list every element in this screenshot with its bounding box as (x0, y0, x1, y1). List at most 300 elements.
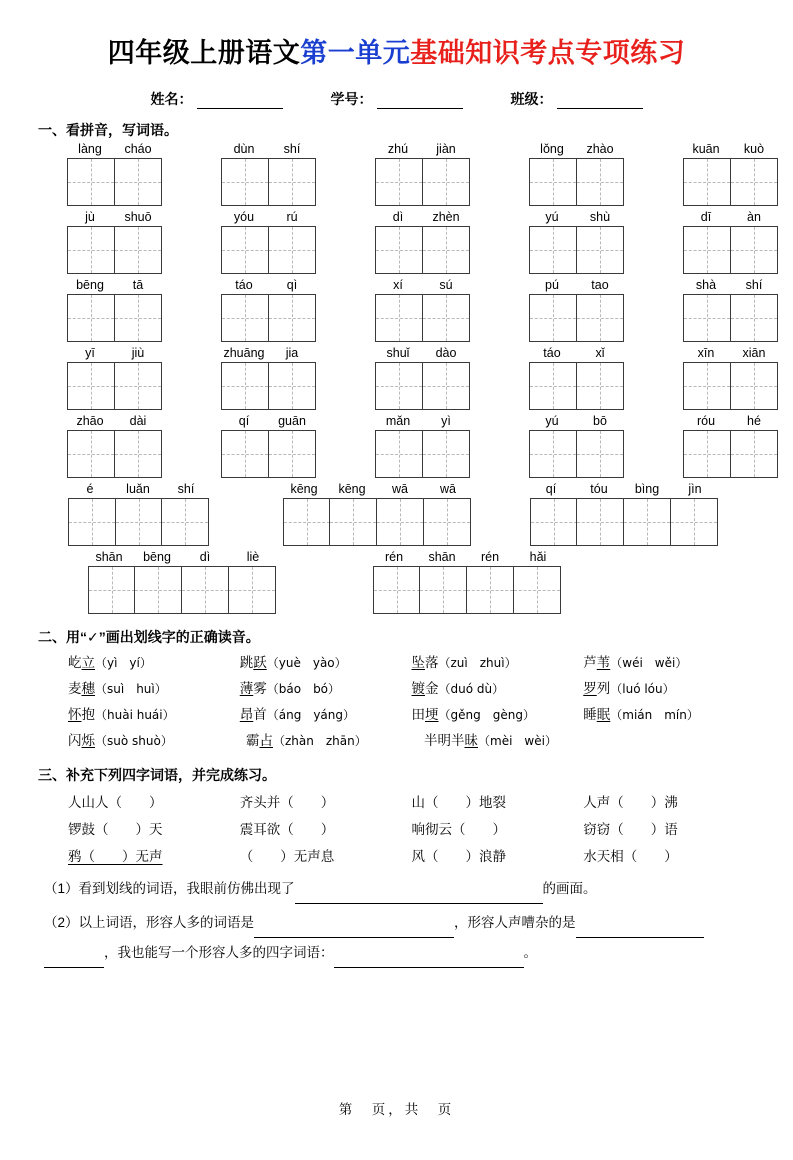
character-writing-box[interactable] (268, 158, 316, 206)
pinyin-syllable: jù (85, 210, 95, 225)
character-box-group (220, 294, 316, 342)
pinyin-word-item (374, 141, 470, 206)
choice-pinyin-options[interactable]: （duó dù） (438, 682, 505, 697)
pinyin-syllable-row (66, 549, 296, 565)
character-writing-box[interactable] (375, 158, 423, 206)
character-writing-box[interactable] (221, 294, 269, 342)
character-writing-box[interactable] (530, 498, 578, 546)
choice-word-prefix: 半明半 (424, 733, 465, 749)
choice-word (583, 655, 610, 670)
character-writing-box[interactable] (683, 226, 731, 274)
character-writing-box[interactable] (67, 362, 115, 410)
choice-word (240, 707, 267, 722)
character-writing-box[interactable] (268, 294, 316, 342)
pinyin-syllable: dào (435, 346, 457, 361)
class-label: 班级： (510, 91, 553, 108)
character-writing-box[interactable] (683, 158, 731, 206)
idiom-item[interactable]: 人声（ ）沸 (583, 794, 678, 810)
pinyin-word-item (280, 481, 472, 546)
pinyin-syllable: dài (129, 414, 147, 429)
character-writing-box[interactable] (730, 430, 778, 478)
choice-word (412, 681, 439, 696)
idiom-item[interactable]: 震耳欲（ ） (239, 821, 335, 837)
character-writing-box[interactable] (422, 294, 470, 342)
q1-answer-blank[interactable] (295, 888, 543, 904)
choice-word (246, 733, 273, 748)
pinyin-syllable: àn (747, 210, 761, 225)
character-writing-box[interactable] (161, 498, 209, 546)
choice-pinyin-options[interactable]: （báo bó） (266, 682, 341, 697)
pinyin-word-item (528, 209, 624, 274)
pinyin-syllable: shí (283, 142, 301, 157)
pinyin-word-item (66, 413, 162, 478)
character-writing-box[interactable] (730, 158, 778, 206)
choice-word-target-character: 烁 (81, 733, 95, 749)
pinyin-syllable-row (220, 209, 316, 225)
pinyin-syllable-row (220, 277, 316, 293)
pinyin-syllable: kuān (692, 142, 720, 157)
choice-word-target-character: 穗 (81, 681, 95, 697)
pinyin-syllable: wā (440, 482, 456, 497)
character-writing-box[interactable] (376, 498, 424, 546)
character-writing-box[interactable] (422, 430, 470, 478)
choice-word-prefix: 霸 (246, 733, 260, 749)
character-writing-box[interactable] (221, 362, 269, 410)
character-writing-box[interactable] (67, 430, 115, 478)
choice-pinyin-options[interactable]: （wéi wěi） (610, 656, 688, 671)
character-writing-box[interactable] (419, 566, 467, 614)
pinyin-choice-item[interactable] (246, 728, 424, 754)
choice-word (68, 655, 95, 670)
idiom-item[interactable]: 山（ ）地裂 (411, 794, 506, 810)
choice-word-suffix: 列 (596, 681, 611, 697)
pinyin-choice-item[interactable] (240, 676, 412, 702)
choice-word (240, 681, 267, 696)
pinyin-choice-item[interactable] (68, 676, 240, 702)
pinyin-syllable: tóu (590, 482, 608, 497)
character-writing-box[interactable] (221, 226, 269, 274)
pinyin-syllable-row (66, 141, 162, 157)
character-box-group (66, 294, 162, 342)
q2-middle-text: ，形容人声嘈杂的是 (454, 914, 576, 930)
pinyin-syllable-row (682, 345, 778, 361)
choice-word (424, 733, 478, 748)
q1-suffix-text: 的画面。 (542, 880, 597, 896)
choice-pinyin-options[interactable]: （yì yí） (95, 656, 152, 671)
choice-word-target-character: 昧 (464, 733, 478, 749)
choice-pinyin-options[interactable]: （yuè yào） (266, 656, 347, 671)
character-writing-box[interactable] (228, 566, 276, 614)
character-writing-box[interactable] (683, 362, 731, 410)
choice-word-target-character: 坠 (411, 655, 425, 671)
pinyin-syllable-row (351, 549, 581, 565)
pinyin-syllable: táo (235, 278, 253, 293)
pinyin-syllable-row (374, 277, 470, 293)
character-box-group (66, 566, 296, 614)
choice-word-suffix: 雾 (253, 681, 267, 697)
choice-pinyin-options[interactable]: （zuì zhuì） (438, 656, 517, 671)
pinyin-word-item (66, 549, 296, 614)
pinyin-syllable: yú (545, 210, 559, 225)
pinyin-syllable: zhuāng (223, 346, 265, 361)
pinyin-choice-item[interactable] (412, 650, 584, 676)
pinyin-syllable-row (220, 141, 316, 157)
pinyin-choice-item[interactable] (583, 702, 755, 728)
character-writing-box[interactable] (730, 294, 778, 342)
q2-answer-blank-2-cont[interactable] (44, 952, 104, 968)
character-writing-box[interactable] (221, 430, 269, 478)
pinyin-syllable: guān (278, 414, 306, 429)
character-writing-box[interactable] (576, 362, 624, 410)
pinyin-choice-item[interactable] (68, 702, 240, 728)
pinyin-syllable: tā (132, 278, 144, 293)
pinyin-syllable: zhāo (76, 414, 104, 429)
choice-pinyin-options[interactable]: （zhàn zhān） (273, 734, 367, 749)
idiom-item[interactable]: 窃窃（ ）语 (583, 821, 678, 837)
idiom-row (68, 789, 755, 816)
pinyin-syllable: yī (85, 346, 95, 361)
pinyin-word-item (220, 141, 316, 206)
character-writing-box[interactable] (283, 498, 331, 546)
character-box-group (66, 362, 162, 410)
choice-word-target-character: 苇 (596, 655, 611, 671)
choice-pinyin-options[interactable]: （mèi wèi） (478, 734, 557, 749)
pinyin-choice-item[interactable] (68, 650, 240, 676)
pinyin-syllable: dì (199, 550, 211, 565)
title-part-topic: 基础知识考点专项练习 (410, 38, 686, 68)
character-writing-box[interactable] (115, 498, 163, 546)
character-box-group (220, 362, 316, 410)
pinyin-syllable-row (528, 345, 624, 361)
section-1-heading: 一、看拼音，写词语。 (38, 122, 178, 139)
choice-word-suffix: 金 (425, 681, 439, 697)
pinyin-syllable: zhèn (432, 210, 460, 225)
character-writing-box[interactable] (67, 158, 115, 206)
pinyin-syllable-row (528, 209, 624, 225)
section-3-heading: 三、补充下列四字词语，并完成练习。 (38, 767, 276, 784)
pinyin-syllable: dùn (233, 142, 255, 157)
choice-pinyin-options[interactable]: （suò shuò） (95, 734, 173, 749)
choice-word-prefix: 闪 (68, 733, 82, 749)
pinyin-syllable: shān (428, 550, 456, 565)
choice-pinyin-options[interactable]: （gěng gèng） (438, 708, 535, 723)
choice-word-target-character: 昂 (239, 707, 254, 723)
character-writing-box[interactable] (221, 158, 269, 206)
character-box-group (374, 158, 470, 206)
pinyin-choice-row (68, 650, 755, 676)
pinyin-word-item (682, 141, 778, 206)
choice-pinyin-options[interactable]: （suì huì） (95, 682, 167, 697)
character-box-group (280, 498, 472, 546)
pinyin-syllable: bēng (76, 278, 104, 293)
pinyin-syllable: shān (95, 550, 123, 565)
pinyin-syllable: é (86, 482, 94, 497)
pinyin-word-item (374, 413, 470, 478)
choice-pinyin-options[interactable]: （mián mín） (610, 708, 699, 723)
name-input-blank[interactable] (197, 94, 283, 109)
pinyin-syllable-row (66, 345, 162, 361)
idiom-item[interactable]: 水天相（ ） (583, 848, 678, 864)
pinyin-word-item (528, 277, 624, 342)
character-writing-box[interactable] (529, 362, 577, 410)
pinyin-syllable: kēng (338, 482, 366, 497)
name-field-group (151, 89, 283, 109)
choice-word (68, 681, 95, 696)
q2-prompt-text: （2）以上词语，形容人多的词语是 (44, 914, 255, 930)
character-writing-box[interactable] (134, 566, 182, 614)
section-1-pinyin-grid (66, 141, 766, 616)
character-writing-box[interactable] (268, 226, 316, 274)
q2-answer-blank-2[interactable] (576, 922, 704, 938)
character-box-group (351, 566, 581, 614)
pinyin-grid-row (66, 141, 765, 208)
page-title (38, 38, 755, 69)
class-input-blank[interactable] (557, 94, 643, 109)
choice-pinyin-options[interactable]: （luó lóu） (610, 682, 675, 697)
choice-word-target-character: 立 (81, 655, 95, 671)
character-writing-box[interactable] (576, 294, 624, 342)
choice-word (412, 707, 439, 722)
character-writing-box[interactable] (181, 566, 229, 614)
pinyin-syllable: shù (589, 210, 611, 225)
pinyin-syllable: rén (384, 550, 404, 565)
pinyin-syllable: jia (285, 346, 299, 361)
character-writing-box[interactable] (670, 498, 718, 546)
pinyin-syllable: bēng (143, 550, 171, 565)
choice-word-target-character: 镀 (411, 681, 425, 697)
choice-word-prefix: 屹 (68, 655, 82, 671)
pinyin-syllable: qì (286, 278, 298, 293)
pinyin-syllable-row (66, 481, 210, 497)
pinyin-syllable-row (527, 481, 719, 497)
q2-answer-blank-3[interactable] (334, 952, 524, 968)
pinyin-word-item (682, 345, 778, 410)
pinyin-choice-item[interactable] (240, 650, 412, 676)
character-writing-box[interactable] (114, 158, 162, 206)
idiom-item[interactable]: （ ）无声息 (239, 848, 335, 864)
character-writing-box[interactable] (576, 498, 624, 546)
q2-tail-prompt-text: ，我也能写一个形容人多的四字词语： (104, 944, 334, 960)
character-writing-box[interactable] (529, 430, 577, 478)
pinyin-syllable: dī (700, 210, 712, 225)
pinyin-grid-row (66, 345, 766, 412)
character-box-group (528, 294, 624, 342)
pinyin-word-item (682, 413, 778, 478)
character-writing-box[interactable] (373, 566, 421, 614)
pinyin-syllable-row (682, 413, 778, 429)
student-id-input-blank[interactable] (377, 94, 463, 109)
pinyin-syllable: xiān (742, 346, 766, 361)
character-box-group (528, 430, 624, 478)
pinyin-word-item (527, 481, 719, 546)
pinyin-word-item (66, 141, 162, 206)
character-box-group (374, 226, 470, 274)
choice-word-suffix: 落 (425, 655, 439, 671)
character-box-group (66, 430, 162, 478)
pinyin-grid-row (66, 481, 755, 548)
choice-word-target-character: 埂 (425, 707, 439, 723)
pinyin-choice-item[interactable] (68, 728, 246, 754)
pinyin-word-item (66, 481, 210, 546)
student-info-row (38, 89, 755, 109)
pinyin-syllable: shí (177, 482, 195, 497)
choice-word-target-character: 怀 (68, 707, 82, 723)
pinyin-grid-row (66, 277, 763, 344)
character-writing-box[interactable] (67, 226, 115, 274)
character-box-group (66, 498, 210, 546)
pinyin-word-item (528, 345, 624, 410)
choice-pinyin-options[interactable]: （áng yáng） (266, 708, 356, 723)
character-writing-box[interactable] (730, 362, 778, 410)
character-writing-box[interactable] (268, 430, 316, 478)
pinyin-syllable: làng (78, 142, 102, 157)
pinyin-syllable: shà (695, 278, 717, 293)
pinyin-syllable: liè (246, 550, 260, 565)
character-writing-box[interactable] (683, 430, 731, 478)
pinyin-syllable: xǐ (595, 346, 605, 361)
choice-word-target-character: 薄 (239, 681, 254, 697)
character-box-group (528, 362, 624, 410)
character-writing-box[interactable] (576, 158, 624, 206)
idiom-item[interactable]: 响彻云（ ） (411, 821, 506, 837)
character-writing-box[interactable] (375, 226, 423, 274)
page-footer: 第 页，共 页 (338, 1102, 455, 1117)
pinyin-syllable: bìng (634, 482, 660, 497)
pinyin-choice-item[interactable] (583, 650, 755, 676)
pinyin-word-item (682, 277, 778, 342)
pinyin-syllable-row (682, 209, 778, 225)
pinyin-syllable: kuò (743, 142, 765, 157)
character-writing-box[interactable] (466, 566, 514, 614)
pinyin-syllable: rú (286, 210, 298, 225)
name-label: 姓名： (150, 91, 193, 108)
pinyin-syllable: sú (439, 278, 453, 293)
idiom-item[interactable]: 锣鼓（ ）天 (68, 821, 163, 837)
choice-word (412, 655, 439, 670)
character-writing-box[interactable] (623, 498, 671, 546)
pinyin-syllable: qí (545, 482, 557, 497)
pinyin-syllable: tao (591, 278, 609, 293)
pinyin-choice-item[interactable] (424, 728, 624, 754)
pinyin-syllable: cháo (124, 142, 152, 157)
choice-word-target-character: 眠 (596, 707, 611, 723)
character-writing-box[interactable] (423, 498, 471, 546)
idiom-item[interactable]: 风（ ）浪静 (411, 848, 506, 864)
q2-answer-blank-1[interactable] (254, 922, 454, 938)
pinyin-syllable: zhú (387, 142, 409, 157)
pinyin-syllable: xīn (697, 346, 715, 361)
character-writing-box[interactable] (375, 430, 423, 478)
character-box-group (66, 158, 162, 206)
section-2-heading: 二、用“✓”画出划线字的正确读音。 (38, 629, 260, 646)
character-writing-box[interactable] (68, 498, 116, 546)
pinyin-syllable: jìn (688, 482, 702, 497)
pinyin-syllable-row (280, 481, 472, 497)
section-3-idiom-list (68, 789, 755, 870)
idiom-row (68, 816, 755, 843)
character-writing-box[interactable] (88, 566, 136, 614)
worksheet-page (0, 38, 793, 1160)
pinyin-word-item (220, 413, 316, 478)
character-writing-box[interactable] (529, 226, 577, 274)
pinyin-choice-row (68, 728, 755, 754)
pinyin-choice-item[interactable] (240, 702, 412, 728)
idiom-row (68, 843, 755, 870)
character-writing-box[interactable] (114, 294, 162, 342)
q2-tail-suffix-text: 。 (523, 944, 537, 960)
pinyin-syllable: zhào (586, 142, 614, 157)
idiom-item[interactable]: 齐头并（ ） (239, 794, 335, 810)
title-part-grade: 四年级上册语文 (107, 38, 301, 68)
character-writing-box[interactable] (375, 362, 423, 410)
character-box-group (682, 294, 778, 342)
pinyin-word-item (374, 209, 470, 274)
character-box-group (682, 362, 778, 410)
pinyin-word-item (528, 141, 624, 206)
pinyin-syllable: shuǐ (386, 346, 410, 361)
pinyin-syllable-row (66, 413, 162, 429)
pinyin-syllable-row (220, 413, 316, 429)
character-writing-box[interactable] (67, 294, 115, 342)
choice-word-prefix: 睡 (583, 707, 597, 723)
pinyin-choice-item[interactable] (412, 676, 584, 702)
character-box-group (66, 226, 162, 274)
pinyin-word-item (682, 209, 778, 274)
pinyin-syllable: luǎn (126, 482, 150, 497)
choice-word-target-character: 罗 (583, 681, 597, 697)
character-box-group (220, 226, 316, 274)
idiom-item[interactable]: 人山人（ ） (68, 794, 163, 810)
character-writing-box[interactable] (114, 430, 162, 478)
character-writing-box[interactable] (529, 158, 577, 206)
character-writing-box[interactable] (576, 226, 624, 274)
q1-prompt-text: （1）看到划线的词语，我眼前仿佛出现了 (44, 880, 295, 896)
character-writing-box[interactable] (730, 226, 778, 274)
character-box-group (527, 498, 719, 546)
pinyin-grid-row (66, 549, 755, 616)
choice-word-suffix: 抱 (81, 707, 95, 723)
pinyin-syllable: shí (745, 278, 763, 293)
character-writing-box[interactable] (114, 226, 162, 274)
pinyin-grid-row (66, 413, 761, 480)
pinyin-choice-item[interactable] (412, 702, 584, 728)
character-writing-box[interactable] (513, 566, 561, 614)
character-writing-box[interactable] (329, 498, 377, 546)
pinyin-syllable: xí (393, 278, 403, 293)
pinyin-syllable-row (374, 345, 470, 361)
pinyin-syllable: yì (441, 414, 451, 429)
character-writing-box[interactable] (529, 294, 577, 342)
pinyin-syllable: pú (545, 278, 559, 293)
character-writing-box[interactable] (422, 158, 470, 206)
character-writing-box[interactable] (683, 294, 731, 342)
pinyin-choice-row (68, 676, 755, 702)
pinyin-syllable: hé (747, 414, 761, 429)
character-writing-box[interactable] (114, 362, 162, 410)
idiom-item[interactable]: 鸦（ ）无声 (68, 848, 163, 864)
character-writing-box[interactable] (375, 294, 423, 342)
choice-word-target-character: 占 (259, 733, 273, 749)
choice-pinyin-options[interactable]: （huài huái） (95, 708, 175, 723)
character-box-group (374, 294, 470, 342)
character-writing-box[interactable] (268, 362, 316, 410)
pinyin-word-item (374, 277, 470, 342)
pinyin-word-item (351, 549, 581, 614)
character-writing-box[interactable] (576, 430, 624, 478)
character-writing-box[interactable] (422, 226, 470, 274)
character-writing-box[interactable] (422, 362, 470, 410)
pinyin-choice-item[interactable] (583, 676, 755, 702)
